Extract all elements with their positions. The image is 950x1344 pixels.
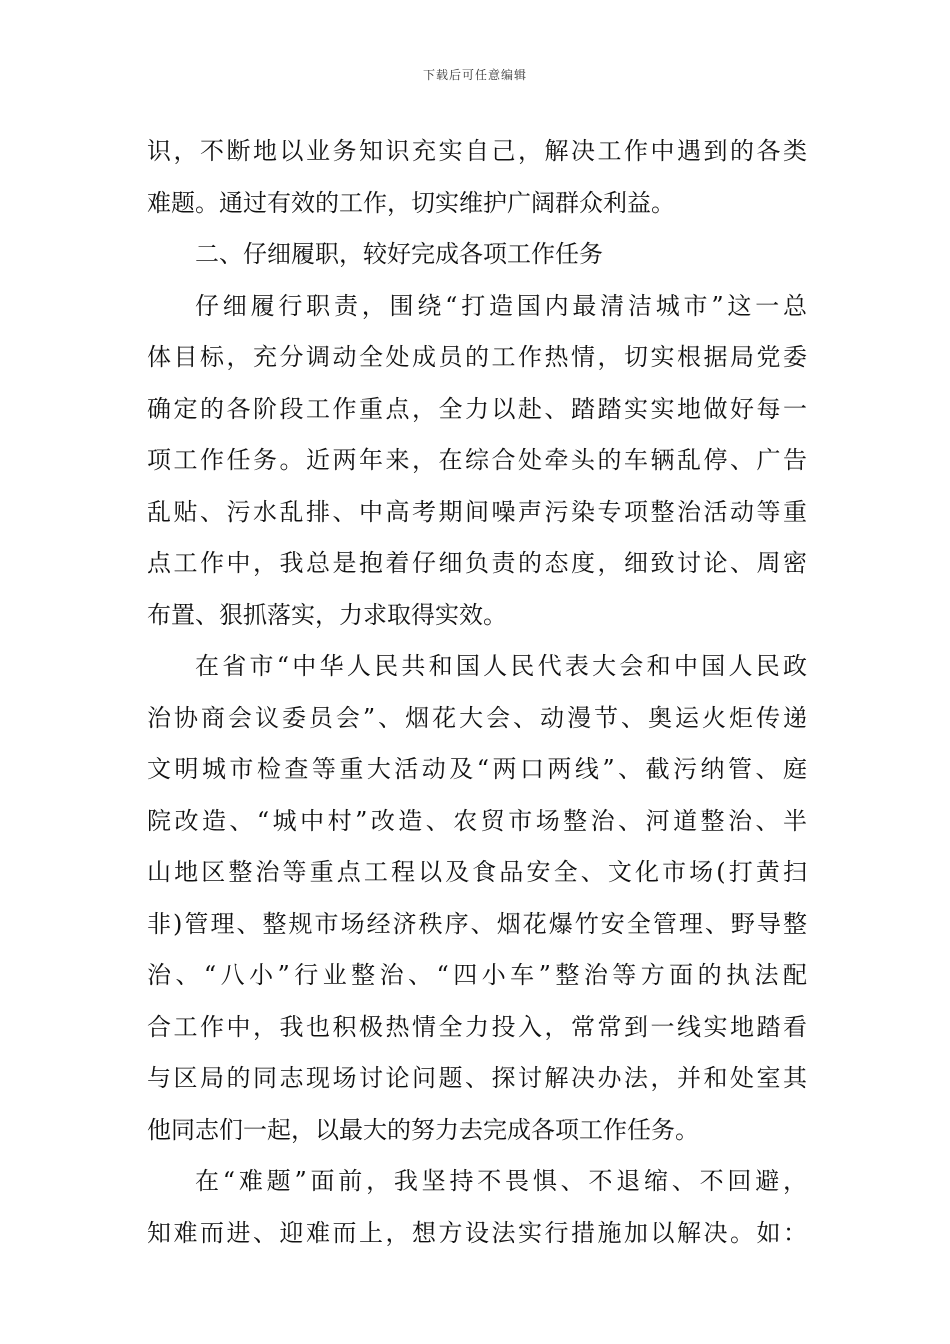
text-line: 在省市“中华人民共和国人民代表大会和中国人民政 — [195, 652, 807, 680]
page-header: 下载后可任意编辑 — [422, 68, 527, 82]
text-line: 难题。通过有效的工作，切实维护广阔群众利益。 — [147, 188, 675, 217]
text-line: 治协商会议委员会”、烟花大会、动漫节、奥运火炬传递 — [147, 703, 807, 732]
text-line: 仔细履行职责，围绕“打造国内最清洁城市”这一总 — [195, 291, 807, 320]
text-line: 院改造、“城中村”改造、农贸市场整治、河道整治、半 — [147, 806, 807, 835]
text-line: 在“难题”面前，我坚持不畏惧、不退缩、不回避， — [195, 1167, 807, 1195]
text-line: 知难而进、迎难而上，想方设法实行措施加以解决。如： — [147, 1218, 807, 1247]
text-line: 点工作中，我总是抱着仔细负责的态度，细致讨论、周密 — [147, 549, 807, 577]
text-line: 非)管理、整规市场经济秩序、烟花爆竹安全管理、野导整 — [147, 909, 807, 938]
text-line: 识，不断地以业务知识充实自己，解决工作中遇到的各类 — [147, 137, 807, 165]
text-line: 布置、狠抓落实，力求取得实效。 — [147, 600, 507, 629]
text-line: 文明城市检查等重大活动及“两口两线”、截污纳管、庭 — [147, 755, 807, 783]
text-line: 合工作中，我也积极热情全力投入，常常到一线实地踏看 — [147, 1012, 807, 1041]
text-line: 体目标，充分调动全处成员的工作热情，切实根据局党委 — [147, 343, 807, 371]
text-line: 他同志们一起，以最大的努力去完成各项工作任务。 — [147, 1115, 699, 1144]
text-line: 治、“八小”行业整治、“四小车”整治等方面的执法配 — [147, 961, 807, 989]
document-body — [147, 126, 807, 1259]
text-line: 与区局的同志现场讨论问题、探讨解决办法，并和处室其 — [147, 1064, 807, 1092]
text-line: 确定的各阶段工作重点，全力以赴、踏踏实实地做好每一 — [147, 394, 807, 423]
section-heading: 二、仔细履职，较好完成各项工作任务 — [195, 240, 603, 268]
text-line: 山地区整治等重点工程以及食品安全、文化市场(打黄扫 — [147, 858, 807, 886]
text-line: 项工作任务。近两年来，在综合处牵头的车辆乱停、广告 — [147, 446, 807, 474]
text-line: 乱贴、污水乱排、中高考期间噪声污染专项整治活动等重 — [147, 497, 807, 526]
